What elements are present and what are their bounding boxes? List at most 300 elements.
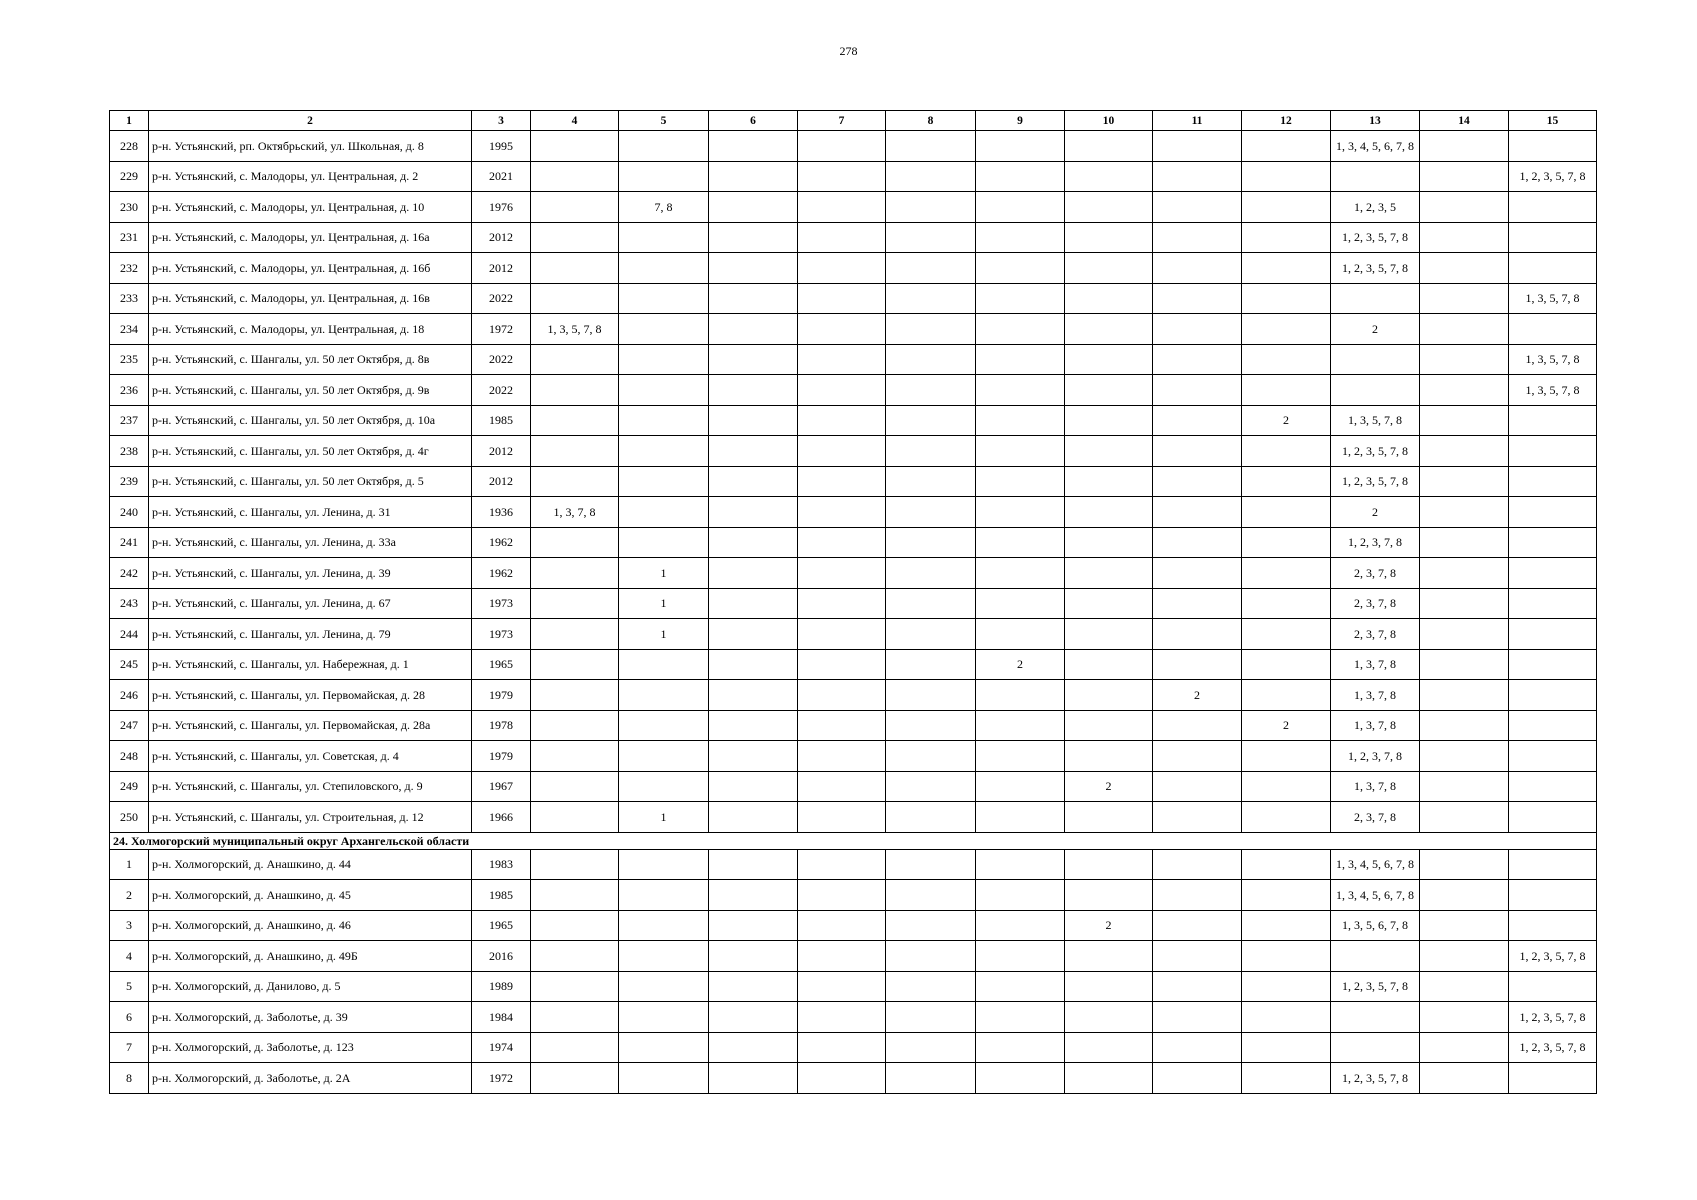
cell-col-10: [1065, 1032, 1153, 1063]
cell-col-8: [886, 849, 976, 880]
cell-col-4: [531, 1032, 619, 1063]
table-row: [110, 680, 1597, 711]
cell-year: 1962: [472, 558, 531, 589]
cell-col-7: [798, 344, 886, 375]
cell-col-14: [1420, 802, 1509, 833]
cell-col-15: [1509, 558, 1597, 589]
table-row: [110, 1063, 1597, 1094]
cell-col-15: [1509, 971, 1597, 1002]
cell-col-11: [1153, 649, 1242, 680]
cell-year: 2012: [472, 253, 531, 284]
cell-col-9: [976, 619, 1065, 650]
cell-col-14: [1420, 1032, 1509, 1063]
cell-col-4: [531, 222, 619, 253]
cell-col-13: 1, 3, 7, 8: [1331, 710, 1420, 741]
cell-col-6: [709, 849, 798, 880]
cell-col-14: [1420, 741, 1509, 772]
cell-col-15: [1509, 253, 1597, 284]
cell-col-8: [886, 375, 976, 406]
cell-year: 1978: [472, 710, 531, 741]
cell-col-14: [1420, 527, 1509, 558]
cell-col-15: [1509, 741, 1597, 772]
cell-col-4: [531, 375, 619, 406]
cell-col-6: [709, 131, 798, 162]
cell-col-9: [976, 436, 1065, 467]
cell-address: р-н. Устьянский, с. Малодоры, ул. Центральная, д. 18: [149, 314, 472, 345]
table-row: [110, 971, 1597, 1002]
cell-col-14: [1420, 405, 1509, 436]
cell-col-12: [1242, 588, 1331, 619]
cell-address: р-н. Устьянский, с. Шангалы, ул. 50 лет Октября, д. 8в: [149, 344, 472, 375]
cell-col-4: [531, 192, 619, 223]
column-header-12: 12: [1242, 111, 1331, 131]
cell-col-15: [1509, 849, 1597, 880]
cell-year: 2012: [472, 436, 531, 467]
column-header-8: 8: [886, 111, 976, 131]
cell-col-4: [531, 436, 619, 467]
cell-col-9: [976, 1032, 1065, 1063]
cell-col-8: [886, 619, 976, 650]
cell-col-11: [1153, 283, 1242, 314]
cell-col-6: [709, 710, 798, 741]
cell-col-12: [1242, 649, 1331, 680]
table-row: [110, 344, 1597, 375]
cell-number: 248: [110, 741, 149, 772]
cell-col-6: [709, 405, 798, 436]
cell-col-6: [709, 1063, 798, 1094]
cell-col-14: [1420, 941, 1509, 972]
cell-col-9: [976, 527, 1065, 558]
cell-col-13: 1, 3, 7, 8: [1331, 771, 1420, 802]
cell-col-6: [709, 314, 798, 345]
cell-col-13: [1331, 283, 1420, 314]
cell-col-5: [619, 527, 709, 558]
cell-col-13: 1, 2, 3, 5, 7, 8: [1331, 222, 1420, 253]
cell-col-14: [1420, 192, 1509, 223]
cell-address: р-н. Устьянский, с. Шангалы, ул. 50 лет Октября, д. 5: [149, 466, 472, 497]
cell-col-14: [1420, 314, 1509, 345]
cell-col-7: [798, 680, 886, 711]
cell-col-6: [709, 619, 798, 650]
cell-col-11: [1153, 222, 1242, 253]
cell-col-12: [1242, 497, 1331, 528]
cell-address: р-н. Устьянский, с. Шангалы, ул. 50 лет Октября, д. 4г: [149, 436, 472, 467]
cell-col-4: [531, 1063, 619, 1094]
cell-col-15: 1, 2, 3, 5, 7, 8: [1509, 1032, 1597, 1063]
cell-col-9: 2: [976, 649, 1065, 680]
cell-col-12: [1242, 741, 1331, 772]
cell-col-8: [886, 971, 976, 1002]
cell-year: 1976: [472, 192, 531, 223]
cell-address: р-н. Холмогорский, д. Анашкино, д. 46: [149, 910, 472, 941]
cell-col-8: [886, 131, 976, 162]
cell-year: 1973: [472, 619, 531, 650]
cell-col-14: [1420, 253, 1509, 284]
cell-col-4: [531, 802, 619, 833]
cell-number: 233: [110, 283, 149, 314]
table-row: [110, 222, 1597, 253]
column-header-13: 13: [1331, 111, 1420, 131]
section-heading: 24. Холмогорский муниципальный округ Архангельской области: [110, 832, 1597, 849]
cell-col-12: 2: [1242, 405, 1331, 436]
cell-col-15: [1509, 771, 1597, 802]
cell-year: 1979: [472, 741, 531, 772]
cell-col-14: [1420, 283, 1509, 314]
table-row: [110, 741, 1597, 772]
cell-address: р-н. Холмогорский, д. Данилово, д. 5: [149, 971, 472, 1002]
cell-col-7: [798, 1032, 886, 1063]
cell-address: р-н. Холмогорский, д. Заболотье, д. 39: [149, 1002, 472, 1033]
cell-col-10: [1065, 880, 1153, 911]
cell-col-9: [976, 222, 1065, 253]
cell-col-6: [709, 466, 798, 497]
cell-col-5: [619, 649, 709, 680]
cell-col-11: [1153, 497, 1242, 528]
cell-col-9: [976, 558, 1065, 589]
cell-col-12: [1242, 880, 1331, 911]
cell-col-10: [1065, 405, 1153, 436]
cell-col-4: 1, 3, 5, 7, 8: [531, 314, 619, 345]
cell-col-10: [1065, 161, 1153, 192]
cell-col-8: [886, 649, 976, 680]
cell-col-9: [976, 344, 1065, 375]
cell-col-9: [976, 253, 1065, 284]
cell-col-4: [531, 941, 619, 972]
cell-address: р-н. Устьянский, с. Малодоры, ул. Центральная, д. 16в: [149, 283, 472, 314]
cell-col-4: [531, 405, 619, 436]
cell-col-12: [1242, 802, 1331, 833]
cell-col-12: [1242, 192, 1331, 223]
cell-col-15: [1509, 131, 1597, 162]
cell-col-11: [1153, 802, 1242, 833]
cell-col-13: [1331, 1002, 1420, 1033]
cell-col-5: [619, 283, 709, 314]
cell-col-11: [1153, 588, 1242, 619]
cell-col-5: [619, 314, 709, 345]
cell-year: 1989: [472, 971, 531, 1002]
cell-col-10: [1065, 1063, 1153, 1094]
cell-col-14: [1420, 1063, 1509, 1094]
cell-col-14: [1420, 558, 1509, 589]
cell-col-11: [1153, 771, 1242, 802]
cell-col-15: [1509, 1063, 1597, 1094]
cell-col-15: 1, 3, 5, 7, 8: [1509, 283, 1597, 314]
cell-col-7: [798, 527, 886, 558]
cell-address: р-н. Устьянский, с. Малодоры, ул. Центральная, д. 2: [149, 161, 472, 192]
cell-col-4: [531, 1002, 619, 1033]
cell-number: 237: [110, 405, 149, 436]
cell-col-4: [531, 344, 619, 375]
cell-col-4: [531, 849, 619, 880]
cell-col-14: [1420, 649, 1509, 680]
cell-col-10: [1065, 619, 1153, 650]
cell-col-5: [619, 1032, 709, 1063]
table-row: [110, 619, 1597, 650]
cell-col-10: 2: [1065, 771, 1153, 802]
cell-year: 2012: [472, 222, 531, 253]
cell-col-11: [1153, 375, 1242, 406]
cell-year: 1936: [472, 497, 531, 528]
cell-col-12: [1242, 910, 1331, 941]
cell-col-7: [798, 710, 886, 741]
cell-col-8: [886, 253, 976, 284]
cell-number: 8: [110, 1063, 149, 1094]
cell-year: 1985: [472, 405, 531, 436]
column-header-1: 1: [110, 111, 149, 131]
cell-col-14: [1420, 680, 1509, 711]
cell-col-11: [1153, 527, 1242, 558]
cell-col-11: [1153, 314, 1242, 345]
cell-col-8: [886, 741, 976, 772]
cell-year: 1972: [472, 1063, 531, 1094]
cell-address: р-н. Холмогорский, д. Анашкино, д. 44: [149, 849, 472, 880]
cell-col-6: [709, 222, 798, 253]
cell-col-14: [1420, 910, 1509, 941]
page-number: 278: [839, 44, 858, 58]
cell-col-9: [976, 880, 1065, 911]
cell-address: р-н. Устьянский, с. Шангалы, ул. Ленина, д. 31: [149, 497, 472, 528]
cell-col-12: [1242, 1032, 1331, 1063]
cell-col-12: [1242, 253, 1331, 284]
cell-col-6: [709, 1002, 798, 1033]
cell-col-14: [1420, 131, 1509, 162]
table-row: [110, 375, 1597, 406]
table-row: [110, 1002, 1597, 1033]
cell-col-11: [1153, 161, 1242, 192]
cell-col-13: 1, 2, 3, 7, 8: [1331, 527, 1420, 558]
cell-col-15: [1509, 880, 1597, 911]
cell-col-14: [1420, 375, 1509, 406]
cell-col-7: [798, 466, 886, 497]
cell-col-5: 1: [619, 619, 709, 650]
cell-col-10: [1065, 131, 1153, 162]
cell-col-5: [619, 849, 709, 880]
cell-number: 250: [110, 802, 149, 833]
cell-col-13: 1, 3, 7, 8: [1331, 680, 1420, 711]
cell-col-6: [709, 1032, 798, 1063]
cell-col-9: [976, 588, 1065, 619]
cell-col-7: [798, 405, 886, 436]
column-header-4: 4: [531, 111, 619, 131]
cell-col-8: [886, 588, 976, 619]
cell-col-10: [1065, 344, 1153, 375]
cell-number: 5: [110, 971, 149, 1002]
cell-col-12: [1242, 1063, 1331, 1094]
cell-address: р-н. Устьянский, с. Шангалы, ул. Набережная, д. 1: [149, 649, 472, 680]
cell-col-12: [1242, 222, 1331, 253]
table-row: [110, 710, 1597, 741]
cell-address: р-н. Холмогорский, д. Анашкино, д. 45: [149, 880, 472, 911]
cell-col-13: 1, 3, 4, 5, 6, 7, 8: [1331, 131, 1420, 162]
cell-col-6: [709, 344, 798, 375]
cell-col-8: [886, 466, 976, 497]
cell-col-13: [1331, 941, 1420, 972]
cell-address: р-н. Устьянский, с. Малодоры, ул. Центральная, д. 16а: [149, 222, 472, 253]
column-header-14: 14: [1420, 111, 1509, 131]
cell-number: 2: [110, 880, 149, 911]
cell-col-8: [886, 802, 976, 833]
cell-col-7: [798, 941, 886, 972]
cell-col-9: [976, 131, 1065, 162]
cell-col-7: [798, 1063, 886, 1094]
cell-number: 242: [110, 558, 149, 589]
cell-col-12: [1242, 1002, 1331, 1033]
cell-address: р-н. Устьянский, с. Шангалы, ул. Ленина, д. 79: [149, 619, 472, 650]
cell-col-9: [976, 314, 1065, 345]
cell-col-6: [709, 771, 798, 802]
cell-col-9: [976, 849, 1065, 880]
cell-year: 1967: [472, 771, 531, 802]
cell-col-10: [1065, 941, 1153, 972]
column-header-5: 5: [619, 111, 709, 131]
cell-col-13: 2, 3, 7, 8: [1331, 802, 1420, 833]
cell-year: 1974: [472, 1032, 531, 1063]
cell-col-5: [619, 1063, 709, 1094]
cell-col-5: [619, 466, 709, 497]
cell-col-10: [1065, 1002, 1153, 1033]
cell-col-5: [619, 161, 709, 192]
cell-year: 1966: [472, 802, 531, 833]
cell-col-13: [1331, 344, 1420, 375]
cell-col-13: 1, 3, 4, 5, 6, 7, 8: [1331, 880, 1420, 911]
cell-number: 4: [110, 941, 149, 972]
cell-col-13: 2, 3, 7, 8: [1331, 558, 1420, 589]
table-row: [110, 527, 1597, 558]
cell-col-11: [1153, 466, 1242, 497]
cell-address: р-н. Устьянский, с. Шангалы, ул. Ленина, д. 33а: [149, 527, 472, 558]
cell-number: 232: [110, 253, 149, 284]
cell-col-4: [531, 619, 619, 650]
cell-col-5: 1: [619, 588, 709, 619]
cell-col-4: [531, 710, 619, 741]
cell-col-8: [886, 941, 976, 972]
cell-col-8: [886, 161, 976, 192]
cell-col-4: [531, 253, 619, 284]
cell-col-13: [1331, 375, 1420, 406]
table-row: [110, 941, 1597, 972]
cell-address: р-н. Устьянский, с. Шангалы, ул. Строительная, д. 12: [149, 802, 472, 833]
cell-col-4: 1, 3, 7, 8: [531, 497, 619, 528]
column-header-11: 11: [1153, 111, 1242, 131]
cell-col-11: [1153, 253, 1242, 284]
cell-col-13: 1, 3, 5, 6, 7, 8: [1331, 910, 1420, 941]
cell-col-10: [1065, 527, 1153, 558]
table-row: [110, 771, 1597, 802]
cell-col-5: [619, 436, 709, 467]
cell-col-5: [619, 405, 709, 436]
cell-col-9: [976, 1002, 1065, 1033]
table-row: [110, 436, 1597, 467]
cell-col-8: [886, 710, 976, 741]
cell-col-14: [1420, 849, 1509, 880]
cell-col-12: [1242, 375, 1331, 406]
cell-col-7: [798, 880, 886, 911]
cell-col-6: [709, 910, 798, 941]
cell-col-5: [619, 710, 709, 741]
cell-col-7: [798, 222, 886, 253]
cell-col-10: [1065, 314, 1153, 345]
cell-col-14: [1420, 436, 1509, 467]
cell-col-8: [886, 222, 976, 253]
cell-col-4: [531, 880, 619, 911]
column-header-7: 7: [798, 111, 886, 131]
cell-col-5: [619, 941, 709, 972]
cell-col-11: [1153, 558, 1242, 589]
cell-col-10: [1065, 710, 1153, 741]
cell-col-8: [886, 1032, 976, 1063]
cell-col-10: [1065, 649, 1153, 680]
cell-col-8: [886, 497, 976, 528]
cell-col-10: [1065, 466, 1153, 497]
cell-address: р-н. Холмогорский, д. Заболотье, д. 123: [149, 1032, 472, 1063]
column-header-3: 3: [472, 111, 531, 131]
cell-year: 1995: [472, 131, 531, 162]
cell-address: р-н. Устьянский, с. Шангалы, ул. Советская, д. 4: [149, 741, 472, 772]
cell-number: 231: [110, 222, 149, 253]
cell-col-12: [1242, 941, 1331, 972]
cell-number: 3: [110, 910, 149, 941]
cell-year: 1962: [472, 527, 531, 558]
cell-col-9: [976, 802, 1065, 833]
cell-year: 2022: [472, 375, 531, 406]
cell-col-7: [798, 558, 886, 589]
cell-address: р-н. Устьянский, с. Шангалы, ул. 50 лет Октября, д. 10а: [149, 405, 472, 436]
cell-col-13: [1331, 161, 1420, 192]
table-row: [110, 131, 1597, 162]
table-body: [110, 131, 1597, 1094]
cell-col-4: [531, 649, 619, 680]
cell-col-8: [886, 405, 976, 436]
cell-col-6: [709, 253, 798, 284]
cell-col-14: [1420, 1002, 1509, 1033]
cell-col-7: [798, 192, 886, 223]
cell-col-14: [1420, 344, 1509, 375]
cell-col-15: [1509, 192, 1597, 223]
cell-col-11: [1153, 941, 1242, 972]
cell-col-7: [798, 161, 886, 192]
cell-number: 230: [110, 192, 149, 223]
cell-col-14: [1420, 710, 1509, 741]
cell-col-15: [1509, 710, 1597, 741]
cell-col-14: [1420, 161, 1509, 192]
cell-col-13: 1, 2, 3, 5: [1331, 192, 1420, 223]
cell-col-10: [1065, 375, 1153, 406]
cell-col-7: [798, 910, 886, 941]
cell-address: р-н. Устьянский, с. Шангалы, ул. Первомайская, д. 28а: [149, 710, 472, 741]
cell-col-6: [709, 802, 798, 833]
cell-year: 1972: [472, 314, 531, 345]
cell-year: 2022: [472, 283, 531, 314]
cell-year: 1965: [472, 649, 531, 680]
cell-year: 1985: [472, 880, 531, 911]
cell-col-9: [976, 283, 1065, 314]
column-header-15: 15: [1509, 111, 1597, 131]
cell-col-6: [709, 375, 798, 406]
cell-col-6: [709, 680, 798, 711]
cell-col-7: [798, 649, 886, 680]
cell-col-12: [1242, 161, 1331, 192]
cell-number: 249: [110, 771, 149, 802]
cell-col-4: [531, 131, 619, 162]
cell-col-11: [1153, 436, 1242, 467]
cell-col-14: [1420, 971, 1509, 1002]
cell-col-13: 2: [1331, 314, 1420, 345]
cell-col-13: 2, 3, 7, 8: [1331, 619, 1420, 650]
cell-col-10: 2: [1065, 910, 1153, 941]
cell-year: 2022: [472, 344, 531, 375]
cell-col-13: 2, 3, 7, 8: [1331, 588, 1420, 619]
cell-col-7: [798, 375, 886, 406]
